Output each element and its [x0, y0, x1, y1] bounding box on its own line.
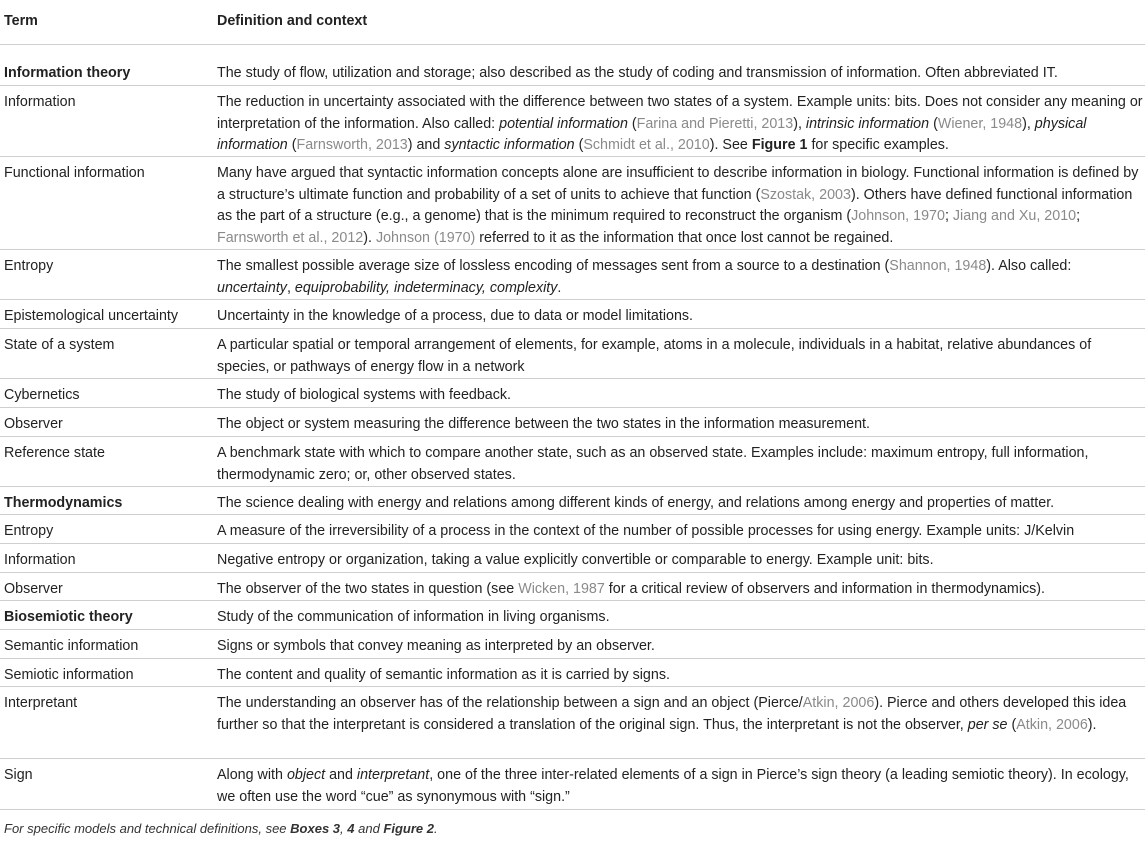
definition-cell: The smallest possible average size of lossless encoding of messages sent from a source to a destination (Shannon, 1948). Also called: uncertainty, equiprobability, indeterminacy, complexity. [217, 258, 1072, 296]
term-cell: Thermodynamics [4, 495, 123, 511]
table-row [0, 329, 1145, 379]
term-cell: Information [4, 94, 76, 110]
term-cell: Functional information [4, 165, 145, 181]
term-cell: Sign [4, 767, 33, 783]
term-cell: Information [4, 552, 76, 568]
term-cell: Semiotic information [4, 667, 134, 683]
definition-cell: The study of biological systems with feedback. [217, 387, 512, 403]
definition-cell: The object or system measuring the difference between the two states in the information measurement. [217, 416, 870, 432]
definition-cell: The reduction in uncertainty associated with the difference between two states of a system. Example units: bits. Does not consider any meaning or interpretation of the information. Also called: potential information (Farina and Pieretti, 2013), intrinsic information (Wiener, 1948), physical information (Farnsworth, 2013) and syntactic information (Schmidt et al., 2010). See Figure 1 for specific examples. [217, 94, 1143, 153]
table-row [0, 544, 1145, 573]
term-cell: Semantic information [4, 638, 139, 654]
table-footnote: For specific models and technical definitions, see Boxes 3, 4 and Figure 2. [4, 821, 438, 836]
table-row [0, 86, 1145, 157]
definition-cell: The understanding an observer has of the relationship between a sign and an object (Pierce/Atkin, 2006). Pierce and others developed this idea further so that the interpretant is considered a translation of the original sign. Thus, the interpretant is not the observer, per se (Atkin, 2006). [217, 695, 1127, 733]
term-cell: Observer [4, 416, 63, 432]
definition-cell: The content and quality of semantic information as it is carried by signs. [217, 667, 670, 683]
table-row [0, 759, 1145, 810]
term-cell: Epistemological uncertainty [4, 308, 179, 324]
table-row [0, 300, 1145, 329]
definition-cell: Signs or symbols that convey meaning as interpreted by an observer. [217, 638, 655, 654]
term-cell: Cybernetics [4, 387, 80, 403]
definition-cell: Study of the communication of information in living organisms. [217, 609, 610, 625]
table-row [0, 157, 1145, 250]
term-cell: Interpretant [4, 695, 78, 711]
term-cell: Biosemiotic theory [4, 609, 133, 625]
definition-cell: Along with object and interpretant, one of the three inter-related elements of a sign in Pierce’s sign theory (a leading semiotic theory). In ecology, we often use the word “cue” as synonymous with “sign.” [217, 767, 1129, 805]
table-row [0, 659, 1145, 687]
definition-cell: The observer of the two states in question (see Wicken, 1987 for a critical review of observers and information in thermodynamics). [217, 581, 1046, 597]
definition-cell: A benchmark state with which to compare another state, such as an observed state. Examples include: maximum entropy, full information, thermodynamic zero; or, other observed states. [217, 445, 1089, 483]
definition-cell: Uncertainty in the knowledge of a process, due to data or model limitations. [217, 308, 694, 324]
term-cell: Observer [4, 581, 63, 597]
table-row [0, 687, 1145, 759]
definition-cell: A measure of the irreversibility of a process in the context of the number of possible processes for using energy. Example units: J/Kelvin [217, 523, 1075, 539]
term-cell: Entropy [4, 523, 54, 539]
definition-cell: The study of flow, utilization and storage; also described as the study of coding and transmission of information. Often abbreviated IT. [217, 65, 1058, 81]
term-cell: Entropy [4, 258, 54, 274]
definition-cell: Many have argued that syntactic information concepts alone are insufficient to describe information in biology. Functional information is defined by a structure’s ultimate function and probability of a set of units to achieve that function (Szostak, 2003). Others have defined functional information as the part of a structure (e.g., a genome) that is the minimum required to reconstruct the organism (Johnson, 1970; Jiang and Xu, 2010; Farnsworth et al., 2012). Johnson (1970) referred to it as the information that once lost cannot be regained. [217, 165, 1139, 246]
term-cell: State of a system [4, 337, 115, 353]
header-definition: Definition and context [217, 13, 368, 29]
table-row [0, 515, 1145, 544]
table-row [0, 573, 1145, 601]
definition-cell: A particular spatial or temporal arrangement of elements, for example, atoms in a molecule, individuals in a habitat, relative abundances of species, or pathways of energy flow in a network [217, 337, 1092, 375]
table-row [0, 250, 1145, 300]
table-row [0, 487, 1145, 515]
table-row [0, 379, 1145, 408]
table-row [0, 630, 1145, 659]
term-cell: Information theory [4, 65, 131, 81]
header-term: Term [4, 13, 38, 29]
table-row [0, 601, 1145, 630]
table-header [0, 0, 1145, 45]
table-row [0, 437, 1145, 487]
definition-cell: The science dealing with energy and relations among different kinds of energy, and relations among energy and properties of matter. [217, 495, 1055, 511]
table-row [0, 408, 1145, 437]
table-row [0, 57, 1145, 86]
definition-cell: Negative entropy or organization, taking a value explicitly convertible or comparable to energy. Example unit: bits. [217, 552, 934, 568]
term-cell: Reference state [4, 445, 105, 461]
